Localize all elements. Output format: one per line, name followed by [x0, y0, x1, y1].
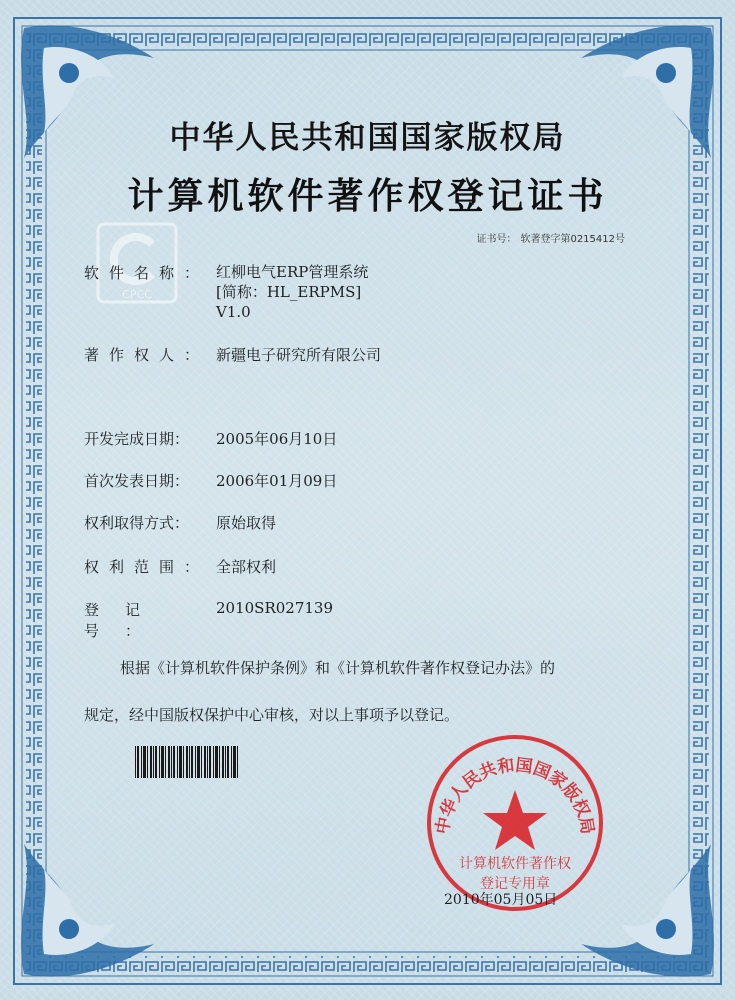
barcode-bar	[153, 746, 154, 778]
barcode-bar	[225, 746, 226, 778]
seal-ring-text: 中华人民共和国国家版权局	[432, 755, 598, 836]
barcode	[133, 744, 243, 780]
seal-star-icon	[483, 790, 547, 850]
barcode-bar	[161, 746, 164, 778]
registration-number-label: 登记号：	[84, 601, 167, 640]
software-name-row	[84, 262, 216, 283]
barcode-bar	[227, 746, 229, 778]
scope-row	[84, 556, 276, 577]
software-name-line-1: 红柳电气ERP管理系统	[216, 263, 369, 281]
barcode-bar	[189, 746, 190, 778]
barcode-bar	[207, 746, 208, 778]
barcode-bar	[150, 746, 152, 778]
scope-label: 权利范围：	[84, 558, 210, 576]
legal-basis-text-line-2: 规定，经中国版权保护中心审核，对以上事项予以登记。	[84, 706, 460, 724]
barcode-bar	[219, 746, 220, 778]
barcode-bar	[179, 746, 182, 778]
completion-date-value: 2005年06月10日	[216, 430, 338, 448]
barcode-bar	[159, 746, 160, 778]
barcode-bar	[215, 746, 218, 778]
registration-number-row	[84, 599, 333, 641]
publish-date-value: 2006年01月09日	[216, 472, 338, 490]
issue-date: 2010年05月05日	[444, 892, 558, 908]
software-name-label: 软件名称：	[84, 264, 210, 282]
cpcc-logo-text: CPCC	[122, 288, 152, 301]
acquisition-row	[84, 512, 276, 533]
corner-ornament-bottom-left	[14, 834, 164, 984]
barcode-bar	[147, 746, 148, 778]
barcode-bar	[201, 746, 202, 778]
barcode-bar	[186, 746, 188, 778]
barcode-bar	[155, 746, 157, 778]
publish-date-row	[84, 470, 337, 491]
issuer-title: 中华人民共和国国家版权局	[169, 120, 566, 156]
barcode-bar	[233, 746, 236, 778]
barcode-bar	[195, 746, 196, 778]
barcode-bar	[231, 746, 232, 778]
barcode-bar	[171, 746, 172, 778]
registration-number-value: 2010SR027139	[216, 599, 334, 617]
barcode-bar	[135, 746, 136, 778]
barcode-bar	[209, 746, 211, 778]
barcode-bar	[222, 746, 224, 778]
barcode-bar	[143, 746, 146, 778]
barcode-bar	[191, 746, 193, 778]
legal-basis-text-line-1: 根据《计算机软件保护条例》和《计算机软件著作权登记办法》的	[120, 659, 556, 677]
copyright-holder-row	[84, 344, 381, 365]
completion-date-label: 开发完成日期：	[84, 430, 190, 448]
barcode-bar	[173, 746, 175, 778]
barcode-bar	[237, 746, 238, 778]
barcode-bar	[141, 746, 142, 778]
certificate-title: 计算机软件著作权登记证书	[127, 175, 608, 217]
barcode-bar	[183, 746, 184, 778]
publish-date-label: 首次发表日期：	[84, 472, 190, 490]
barcode-bar	[213, 746, 214, 778]
barcode-bar	[197, 746, 200, 778]
barcode-bar	[137, 746, 139, 778]
software-name-line-2: [简称：HL_ERPMS]	[216, 283, 362, 301]
acquisition-label: 权利取得方式：	[84, 514, 190, 532]
copyright-holder-value: 新疆电子研究所有限公司	[216, 346, 382, 364]
certificate-number	[472, 230, 625, 245]
acquisition-value: 原始取得	[216, 514, 277, 532]
scope-value: 全部权利	[216, 558, 277, 576]
software-name-line-3: V1.0	[216, 303, 251, 321]
barcode-bar	[168, 746, 170, 778]
certificate-number-value: 软著登字第0215412号	[520, 234, 625, 245]
barcode-bar	[204, 746, 206, 778]
barcode-bar	[177, 746, 178, 778]
seal-inner-text-1: 计算机软件著作权	[459, 856, 571, 872]
barcode-bar	[165, 746, 166, 778]
software-name-value	[216, 262, 368, 322]
seal-inner-text-2: 登记专用章	[480, 876, 550, 892]
certificate-number-label: 证书号：	[476, 234, 517, 245]
copyright-holder-label: 著作权人：	[84, 346, 210, 364]
completion-date-row	[84, 428, 337, 449]
